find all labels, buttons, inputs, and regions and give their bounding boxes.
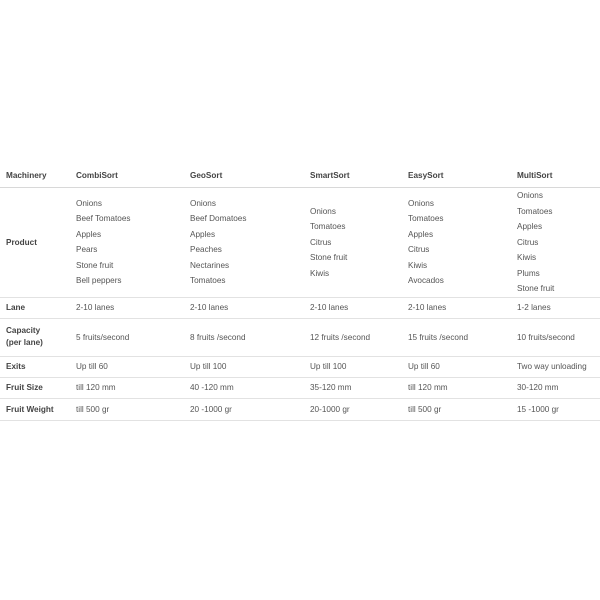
- lane-cell: 2-10 lanes: [310, 303, 349, 312]
- product-item: Apples: [76, 229, 102, 239]
- capacity-label-line1: Capacity: [6, 326, 41, 335]
- lane-cell: 1-2 lanes: [517, 303, 551, 312]
- product-item: Citrus: [408, 245, 430, 255]
- product-row: [0, 188, 600, 298]
- lane-cell: 2-10 lanes: [76, 303, 115, 312]
- capacity-cell: 10 fruits/second: [517, 332, 575, 342]
- product-item: Apples: [190, 229, 216, 239]
- product-item: Citrus: [517, 237, 539, 247]
- exits-cell: Two way unloading: [517, 362, 587, 371]
- fruit-size-row: [0, 377, 600, 398]
- fruit-size-cell: till 120 mm: [408, 383, 448, 392]
- product-item: Stone fruit: [76, 260, 114, 270]
- product-cell-multisort: [511, 188, 600, 298]
- exits-row: [0, 356, 600, 377]
- row-label-capacity: [0, 318, 70, 356]
- fruit-weight-cell: till 500 gr: [408, 404, 442, 414]
- capacity-cell: 15 fruits /second: [408, 332, 469, 342]
- header-easysort: EasySort: [408, 170, 444, 180]
- header-smartsort: SmartSort: [310, 170, 350, 180]
- exits-cell: Up till 60: [76, 362, 108, 371]
- product-list: [517, 188, 600, 297]
- product-item: Bell peppers: [76, 276, 122, 286]
- product-item: Tomatoes: [517, 206, 553, 216]
- capacity-cell: 5 fruits/second: [76, 332, 130, 342]
- row-label-exits: Exits: [6, 362, 26, 371]
- product-item: Tomatoes: [190, 276, 226, 286]
- product-list: [76, 196, 184, 289]
- product-item: Stone fruit: [310, 253, 348, 262]
- product-item: Beef Tomatoes: [76, 214, 131, 224]
- product-item: Plums: [517, 268, 540, 278]
- product-item: Kiwis: [310, 268, 330, 278]
- product-item: Onions: [310, 206, 336, 216]
- exits-cell: Up till 100: [310, 362, 347, 371]
- fruit-size-cell: 40 -120 mm: [190, 383, 234, 392]
- fruit-weight-row: [0, 398, 600, 420]
- machinery-comparison-table: [0, 163, 600, 421]
- product-cell-combisort: [70, 188, 184, 298]
- row-label-fruit-size: Fruit Size: [6, 383, 43, 392]
- product-item: Avocados: [408, 276, 444, 286]
- fruit-size-cell: 35-120 mm: [310, 383, 352, 392]
- product-item: Onions: [517, 191, 543, 200]
- header-multisort: MultiSort: [517, 170, 553, 180]
- lane-row: [0, 297, 600, 318]
- product-list: [190, 196, 304, 289]
- fruit-weight-cell: 20 -1000 gr: [190, 404, 232, 414]
- fruit-weight-cell: till 500 gr: [76, 404, 110, 414]
- product-list: [408, 196, 511, 289]
- capacity-label-line2: (per lane): [6, 338, 43, 347]
- product-item: Apples: [408, 229, 434, 239]
- product-list: [310, 204, 402, 282]
- product-item: Pears: [76, 245, 98, 255]
- capacity-cell: 8 fruits /second: [190, 332, 246, 342]
- lane-cell: 2-10 lanes: [408, 303, 447, 312]
- capacity-row: [0, 318, 600, 356]
- product-item: Citrus: [310, 237, 332, 247]
- product-item: Tomatoes: [408, 214, 444, 224]
- product-cell-smartsort: [304, 188, 402, 298]
- product-item: Onions: [190, 198, 216, 208]
- capacity-cell: 12 fruits /second: [310, 332, 371, 342]
- row-label-fruit-weight: Fruit Weight: [6, 404, 54, 414]
- fruit-weight-cell: 15 -1000 gr: [517, 404, 559, 414]
- comparison-table-container: [0, 163, 600, 421]
- header-row: [0, 163, 600, 188]
- row-label-lane: Lane: [6, 303, 26, 312]
- fruit-size-cell: till 120 mm: [76, 383, 116, 392]
- row-label-product: Product: [6, 237, 37, 247]
- product-item: Onions: [408, 198, 434, 208]
- lane-cell: 2-10 lanes: [190, 303, 229, 312]
- header-combisort: CombiSort: [76, 170, 118, 180]
- header-geosort: GeoSort: [190, 170, 223, 180]
- exits-cell: Up till 60: [408, 362, 440, 371]
- product-item: Tomatoes: [310, 222, 346, 231]
- product-item: Peaches: [190, 245, 222, 255]
- product-item: Apples: [517, 222, 543, 231]
- product-item: Onions: [76, 198, 102, 208]
- exits-cell: Up till 100: [190, 362, 227, 371]
- product-cell-geosort: [184, 188, 304, 298]
- fruit-size-cell: 30-120 mm: [517, 383, 559, 392]
- product-item: Nectarines: [190, 260, 230, 270]
- header-machinery: Machinery: [6, 170, 47, 180]
- product-item: Beef Domatoes: [190, 214, 247, 224]
- fruit-weight-cell: 20-1000 gr: [310, 404, 350, 414]
- product-item: Kiwis: [517, 253, 537, 262]
- product-item: Kiwis: [408, 260, 428, 270]
- product-item: Stone fruit: [517, 284, 555, 293]
- product-cell-easysort: [402, 188, 511, 298]
